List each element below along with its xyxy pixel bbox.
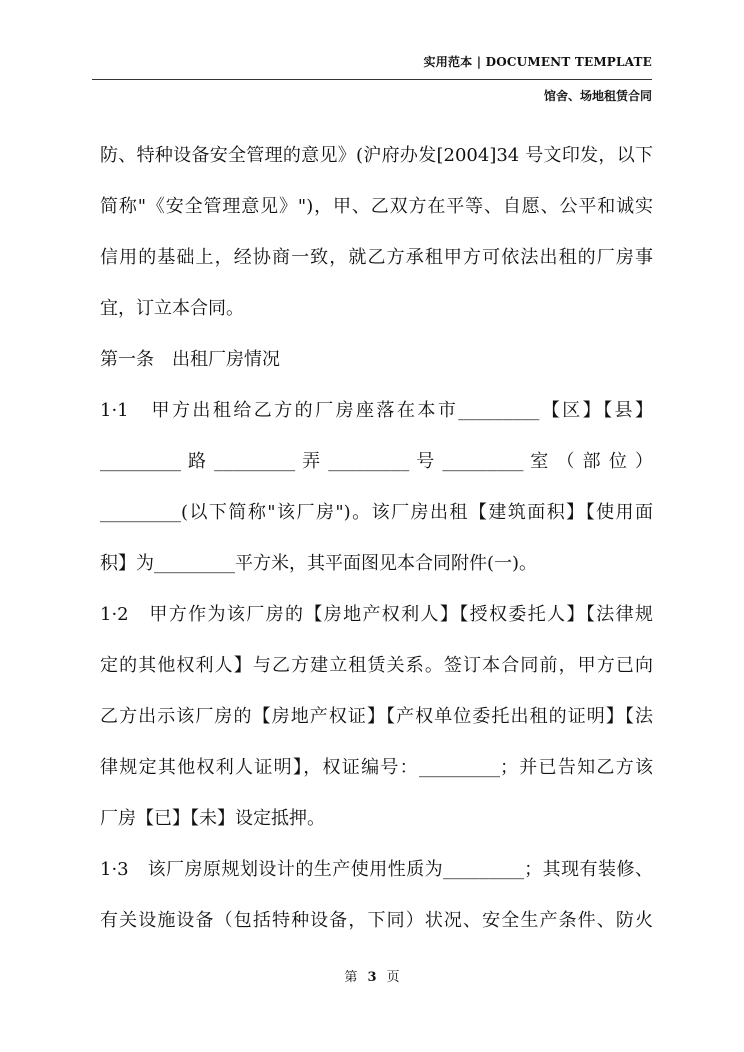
paragraph-line: 律规定其他权利人证明】，权证编号：_________；并已告知乙方该 [100,757,653,778]
paragraph-line: 1·3 该厂房原规划设计的生产使用性质为_________；其现有装修、 [100,859,653,880]
paragraph-line: 乙方出示该厂房的【房地产权证】【产权单位委托出租的证明】【法 [100,706,653,727]
page-number: 3 [367,970,377,985]
paragraph-line: 厂房【已】【未】设定抵押。 [100,808,325,829]
paragraph-line: _________ 路 _________ 弄 _________ 号 _________ 室 （ 部 位 ） [100,451,653,472]
document-body [100,138,653,954]
paragraph-line: 1·2 甲方作为该厂房的【房地产权利人】【授权委托人】【法律规 [100,604,653,625]
header-divider [92,79,652,80]
paragraph-line: _________(以下简称"该厂房")。该厂房出租【建筑面积】【使用面 [100,502,653,523]
paragraph-line: 1·1 甲方出租给乙方的厂房座落在本市_________【区】【县】 [100,400,653,421]
header-subtitle: 馆舍、场地租赁合同 [543,89,652,103]
paragraph-line: 防、特种设备安全管理的意见》(沪府办发[2004]34 号文印发，以下 [100,145,653,166]
page-footer [0,966,744,985]
header-title: 实用范本 | DOCUMENT TEMPLATE [423,55,652,69]
page-label-suffix: 页 [386,970,400,985]
paragraph-line: 宜，订立本合同。 [100,298,244,319]
section-heading: 第一条 出租厂房情况 [100,349,280,370]
paragraph-line: 信用的基础上，经协商一致，就乙方承租甲方可依法出租的厂房事 [100,247,653,268]
paragraph-line: 积】为_________平方米，其平面图见本合同附件(一)。 [100,553,538,574]
paragraph-line: 简称"《安全管理意见》")，甲、乙双方在平等、自愿、公平和诚实 [100,196,653,217]
paragraph-line: 定的其他权利人】与乙方建立租赁关系。签订本合同前，甲方已向 [100,655,653,676]
page-label-prefix: 第 [344,970,358,985]
paragraph-line: 有关设施设备（包括特种设备，下同）状况、安全生产条件、防火 [100,910,653,931]
